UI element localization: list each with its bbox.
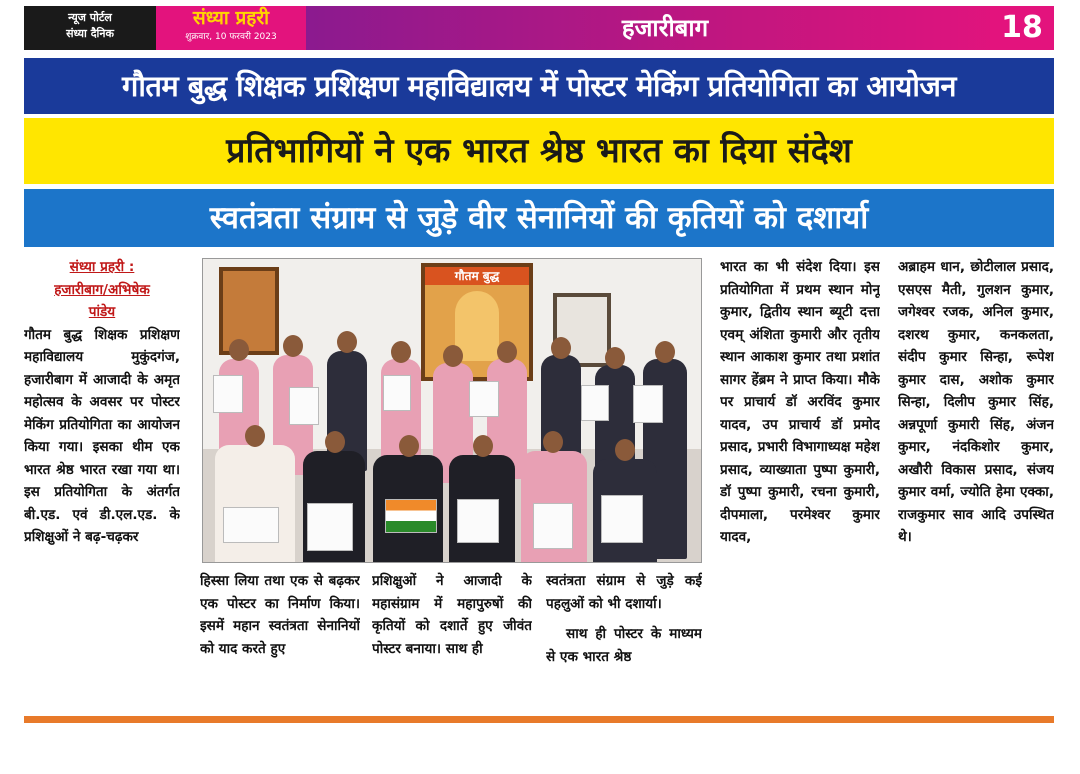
- poster: [601, 495, 643, 543]
- issue-date: शुक्रवार, 10 फरवरी 2023: [185, 32, 277, 42]
- poster: [307, 503, 353, 551]
- head: [605, 347, 625, 369]
- portrait-frame-left: [219, 267, 279, 355]
- article-column-3: प्रशिक्षुओं ने आजादी के महासंग्राम में महापुरुषों की कृतियों को दशार्ते हुए जीवंत पोस्टर बनाया। साथ ही: [372, 573, 532, 657]
- head: [337, 331, 357, 353]
- newspaper-logo: [156, 6, 306, 50]
- head: [473, 435, 493, 457]
- column-4-para2: साथ ही पोस्टर के माध्यम से एक भारत श्रेष्ठ: [546, 626, 702, 665]
- head: [615, 439, 635, 461]
- group-photo: [202, 258, 702, 563]
- flag-poster: [385, 499, 437, 533]
- main-headline: गौतम बुद्ध शिक्षक प्रशिक्षण महाविद्यालय में पोस्टर मेकिंग प्रतियोगिता का आयोजन: [24, 58, 1054, 114]
- head: [655, 341, 675, 363]
- column-4-text: स्वतंत्रता संग्राम से जुड़े कई पहलुओं को भी दशार्या।: [546, 573, 702, 612]
- article-column-5: भारत का भी संदेश दिया। इस प्रतियोगिता में प्रथम स्थान मोनू कुमार, द्वितीय स्थान ब्यूटी दत्ता एवम् अंशिता कुमारी और तृतीय स्थान आकाश कुमार तथा प्रशांत सागर हेंब्रम ने प्राप्त किया। मौके पर प्राचार्य डॉ अरविंद कुमार यादव, उप प्राचार्य डॉ प्रमोद प्रसाद, प्रभारी विभागाध्यक्ष महेश प्रसाद, व्याख्याता पुष्पा कुमारी, डॉ पुष्पा कुमारी, रचना कुमारी, दीपमाला, परमेश्वर कुमार यादव,: [720, 259, 880, 545]
- head: [443, 345, 463, 367]
- portal-label: [24, 6, 156, 50]
- poster: [533, 503, 573, 549]
- bottom-border: [24, 716, 1054, 723]
- poster: [457, 499, 499, 543]
- poster: [633, 385, 663, 423]
- section-city: हजारीबाग: [306, 6, 1024, 50]
- head: [325, 431, 345, 453]
- logo-name: संध्या प्रहरी: [192, 7, 270, 29]
- poster: [383, 375, 411, 411]
- poster: [289, 387, 319, 425]
- poster: [469, 381, 499, 417]
- sub-headline-1: प्रतिभागियों ने एक भारत श्रेष्ठ भारत का दिया संदेश: [24, 118, 1054, 184]
- byline-line1: संध्या प्रहरी :: [69, 259, 135, 275]
- byline: [24, 256, 180, 324]
- poster: [581, 385, 609, 421]
- head: [391, 341, 411, 363]
- head: [283, 335, 303, 357]
- page-number: 18: [990, 6, 1054, 50]
- portal-line2: संध्या दैनिक: [66, 27, 114, 40]
- byline-line2: हजारीबाग/अभिषेक: [54, 281, 150, 298]
- poster: [213, 375, 243, 413]
- sub-headline-2: स्वतंत्रता संग्राम से जुड़े वीर सेनानियों की कृतियों को दशार्या: [24, 189, 1054, 247]
- article-column-2: हिस्सा लिया तथा एक से बढ़कर एक पोस्टर का निर्माण किया। इसमें महान स्वतंत्रता सेनानियों को याद करते हुए: [200, 573, 360, 657]
- article-column-4: [546, 570, 702, 716]
- head: [245, 425, 265, 447]
- column-1-text: गौतम बुद्ध शिक्षक प्रशिक्षण महाविद्यालय मुकुंदगंज, हजारीबाग में आजादी के अमृत महोत्सव के अवसर पर पोस्टर मेकिंग प्रतियोगिता का आयोजन किया गया। इसका थीम एक भारत श्रेष्ठ भारत रखा गया था। इस प्रतियोगिता के अंतर्गत बी.एड. एवं डी.एल.एड. के प्रशिक्षुओं ने बढ़-चढ़कर: [24, 326, 180, 545]
- poster: [223, 507, 279, 543]
- buddha-banner: गौतम बुद्ध: [425, 267, 529, 285]
- newspaper-header: [24, 6, 1054, 50]
- head: [551, 337, 571, 359]
- head: [229, 339, 249, 361]
- article-column-1: [24, 256, 180, 774]
- student-front: [215, 445, 295, 563]
- head: [543, 431, 563, 453]
- head: [399, 435, 419, 457]
- portal-line1: न्यूज पोर्टल: [68, 11, 112, 24]
- head: [497, 341, 517, 363]
- article-column-6: अब्राहम धान, छोटीलाल प्रसाद, एसएस मैती, गुलशन कुमार, जगेश्वर रजक, अनिल कुमार, दशरथ कुमार, कनकलता, संदीप कुमार सिन्हा, रूपेश कुमार दास, अशोक कुमार सिन्हा, दिलीप कुमार सिंह, अन्नपूर्णा कुमारी सिंह, अंजन कुमार, नंदकिशोर कुमार, अखौरी विकास प्रसाद, संजय कुमार वर्मा, ज्योति हेमा एक्का, राजकुमार साव आदि उपस्थित थे।: [898, 259, 1054, 545]
- byline-line3: पांडेय: [88, 304, 116, 320]
